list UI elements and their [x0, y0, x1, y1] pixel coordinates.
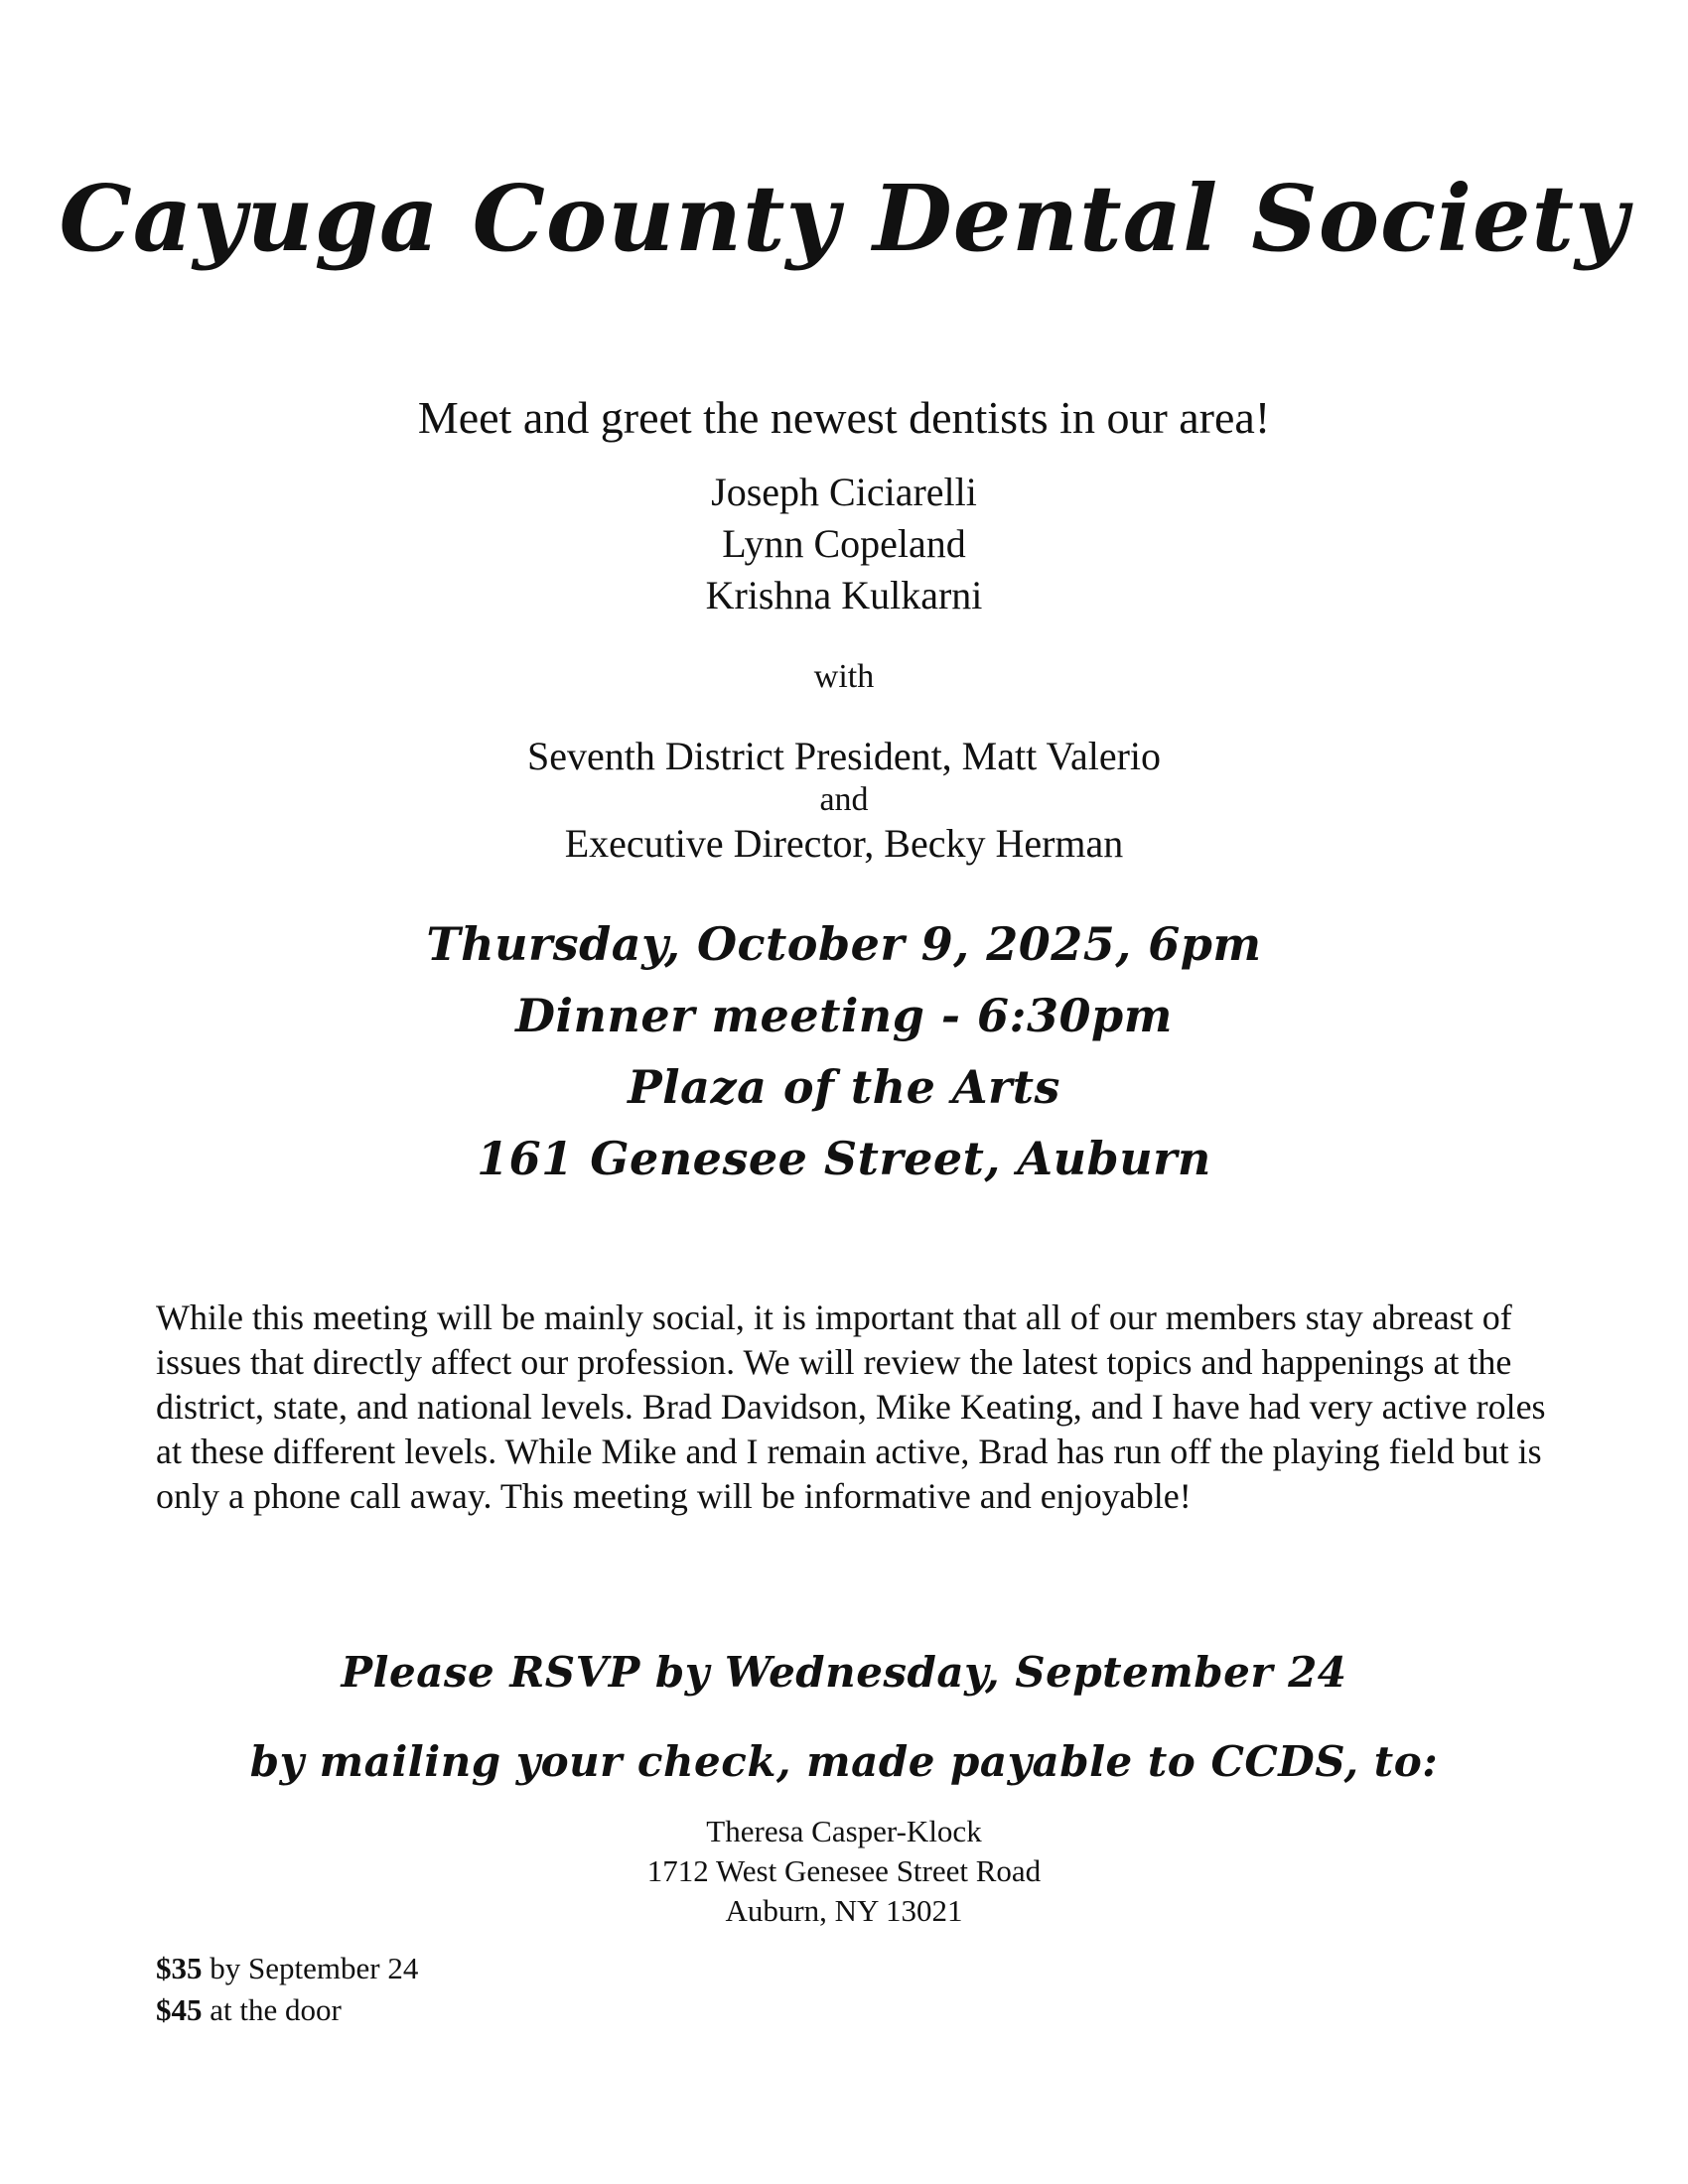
body-paragraph: While this meeting will be mainly social, it is important that all of our members stay abreast of issues that directly affect our profession. We will review the latest topics and happenings at the district, state, and national levels. Brad Davidson, Mike Keating, and I have had very active roles at these different levels. While Mike and I remain active, Brad has run off the playing field but is only a phone call away. This meeting will be informative and enjoyable! [156, 1297, 1546, 1516]
mailing-city: Auburn, NY 13021 [725, 1893, 963, 1928]
guest-list [0, 733, 1688, 868]
mailing-name: Theresa Casper-Klock [706, 1814, 982, 1848]
and-connector: and [819, 781, 869, 818]
page-title: Cayuga County Dental Society [59, 165, 1629, 272]
price-door [156, 1989, 418, 2031]
rsvp-deadline: Please RSVP by Wednesday, September 24 [341, 1648, 1347, 1697]
price-early [156, 1948, 418, 1989]
dentist-name: Krishna Kulkarni [705, 573, 983, 617]
event-dinner-time: Dinner meeting - 6:30pm [515, 989, 1173, 1042]
pricing-info [156, 1948, 418, 2031]
mailing-street: 1712 West Genesee Street Road [646, 1853, 1042, 1888]
rsvp-instructions: by mailing your check, made payable to CCDS, to: [249, 1737, 1439, 1786]
guest-district-president: Seventh District President, Matt Valerio [526, 734, 1162, 778]
rsvp-section [0, 1628, 1688, 1807]
price-early-amount: $35 [156, 1951, 203, 1985]
price-door-label: at the door [202, 1992, 342, 2027]
intro-headline: Meet and greet the newest dentists in our area! [417, 392, 1271, 443]
dentist-name: Lynn Copeland [722, 521, 966, 566]
event-date-time: Thursday, October 9, 2025, 6pm [426, 917, 1262, 971]
price-door-amount: $45 [156, 1992, 203, 2027]
price-early-label: by September 24 [202, 1951, 419, 1985]
guest-executive-director: Executive Director, Becky Herman [564, 821, 1124, 866]
new-dentists-list [0, 467, 1688, 621]
mailing-address [0, 1812, 1688, 1931]
event-details [0, 908, 1688, 1194]
dentist-name: Joseph Ciciarelli [711, 470, 977, 514]
with-connector: with [813, 658, 875, 695]
event-address: 161 Genesee Street, Auburn [477, 1132, 1211, 1185]
event-venue: Plaza of the Arts [628, 1060, 1060, 1114]
